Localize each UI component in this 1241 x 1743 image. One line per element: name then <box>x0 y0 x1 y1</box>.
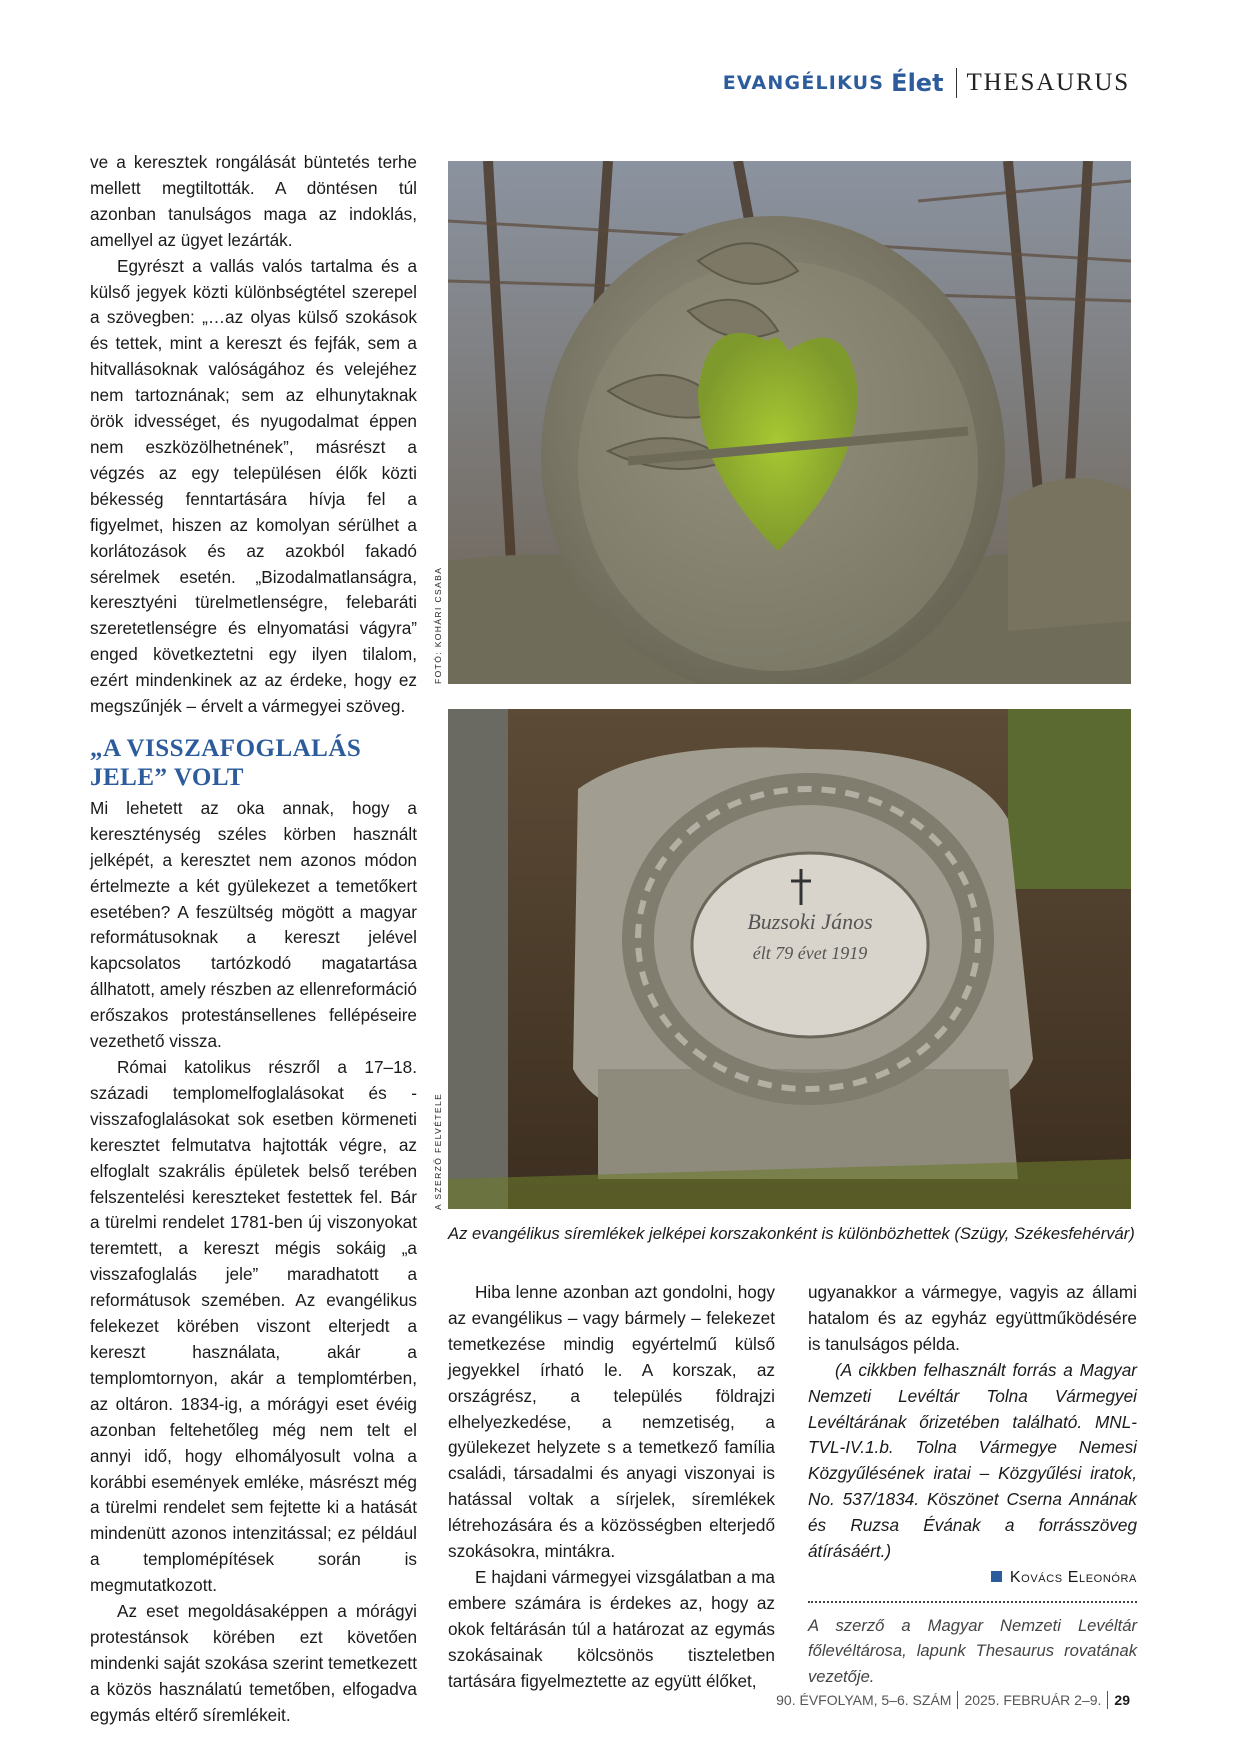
photo-heart-gravestone <box>448 161 1131 684</box>
volume-info: 90. ÉVFOLYAM, 5–6. SZÁM <box>776 1692 952 1708</box>
right-text-column <box>808 1280 1137 1689</box>
paragraph: Mi lehetett az oka annak, hogy a kereszténység széles körben használt jelképét, a keresztet nem azonos módon értelmezte a két gyülekezet a temetőkert esetében? A feszültség mögött a magyar reformátusoknak a kereszt jelével kapcsolatos tartózkodó magatartása állhatott, amely részben az ellenreformáció erőszakos protestánsellenes fellépéseire vezethető vissza. <box>90 797 417 1052</box>
page-header <box>723 66 1130 100</box>
photo-wreath-gravestone <box>448 709 1131 1209</box>
footer-divider <box>957 1691 958 1709</box>
section-name: THESAURUS <box>966 69 1130 96</box>
dotted-divider <box>808 1601 1137 1603</box>
author-name: Kovács Eleonóra <box>1009 1568 1137 1586</box>
heart-gravestone-image <box>448 161 1131 684</box>
photo-credit: FOTÓ: KOHÁRI CSABA <box>433 566 443 684</box>
left-text-column <box>90 150 417 1729</box>
photo-caption: Az evangélikus síremlékek jelképei korszakonként is különbözhettek (Szügy, Székesfehérvár) <box>448 1224 1135 1243</box>
inscription-name: Buzsoki János <box>747 909 873 934</box>
footer-divider <box>1107 1691 1108 1709</box>
paragraph: Az eset megoldásaképpen a mórágyi protestánsok körében ezt követően mindenki saját szokása szerint temetkezett a közös használatú temetőben, elfogadva egymás eltérő síremlékeit. <box>90 1601 417 1725</box>
middle-text-column <box>448 1280 775 1695</box>
author-signature <box>808 1565 1137 1591</box>
section-heading: „A VISSZAFOGLALÁS JELE” VOLT <box>90 734 362 791</box>
photo-credit: A SZERZŐ FELVÉTELE <box>433 1092 443 1210</box>
magazine-name: EVANGÉLIKUS <box>722 72 885 94</box>
paragraph: Hiba lenne azonban azt gondolni, hogy az evangélikus – vagy bármely – felekezet temetkezése mindig egyértelmű külső jegyekkel írható le. A korszak, az országrész, a település földrajzi elhelyezkedése, a nemzetiség, a gyülekezet helyzete s a temetkező família családi, társadalmi és anyagi viszonyai is hatással voltak a sírjelek, síremlékek létrehozására és a közösségben elterjedő szokásokra, mintákra. <box>448 1282 775 1562</box>
signature-square-icon <box>991 1571 1002 1582</box>
paragraph: Római katolikus részről a 17–18. századi templomelfoglalásokat és -visszafoglalásokat sok esetben körmeneti keresztet felmutatva hajtották végre, az elfoglalt szakrális épületek belső terében felszentelési kereszteket festettek fel. Bár a türelmi rendelet 1781-ben új viszonyokat teremtett, a kereszt mégis sokáig „a visszafoglalás jele” maradhatott a reformátusok szemében. Az evangélikus felekezet körében viszont elterjedt a kereszt használata, akár a templomtornyon, akár a templomtérben, az oltáron. 1834-ig, a mórágyi eset évéig azonban feltehetőleg még nem telt el annyi idő, hogy elhomályosult volna a korábbi események emléke, másrészt még a türelmi rendelet sem fejtette ki a hatását mindenütt azonos intenzitással; ez például a templomépítések során is megmutatkozott. <box>90 1057 417 1596</box>
inscription-date: élt 79 évet 1919 <box>752 943 868 963</box>
author-bio: A szerző a Magyar Nemzeti Levéltár főlevéltárosa, lapunk Thesaurus rovatának vezetője. <box>808 1615 1137 1686</box>
page-footer <box>776 1690 1130 1710</box>
wreath-gravestone-image <box>448 709 1131 1209</box>
source-note: (A cikkben felhasznált forrás a Magyar Nemzeti Levéltár Tolna Vármegyei Levéltárának őrizetében található. MNL-TVL-IV.1.b. Tolna Vármegye Nemesi Közgyűlésének iratai – Közgyűlési iratok, No. 537/1834. Köszönet Cserna Annának és Ruzsa Évának a forrásszöveg átírásáért.) <box>808 1359 1137 1562</box>
issue-date: 2025. FEBRUÁR 2–9. <box>964 1692 1102 1708</box>
paragraph: ve a keresztek rongálását büntetés terhe mellett megtiltották. A döntésen túl azonban tanulságos maga az indoklás, amellyel az ügyet lezárták. <box>90 152 417 250</box>
paragraph: E hajdani vármegyei vizsgálatban a ma embere számára is érdekes az, hogy az okok feltárásán túl a határozat az egymás szokásainak kölcsönös tiszteletben tartására figyelmeztette az együtt élőket, <box>448 1566 775 1691</box>
paragraph: ugyanakkor a vármegye, vagyis az állami hatalom és az egyház együttműködésére is tanulságos példa. <box>808 1282 1137 1354</box>
page-number: 29 <box>1114 1692 1130 1708</box>
magazine-name-elet: Élet <box>891 69 944 97</box>
paragraph: Egyrészt a vallás valós tartalma és a külső jegyek közti különbségtétel szerepel a szövegben: „…az olyas külső szokások és tettek, mint a kereszt és fejfák, sem a hitvallásoknak valóságához és velejéhez nem tartoznának; sem az elhunytaknak örök idvességet, és nyugodalmat éppen nem eszközölhetnének”, másrészt a végzés az egy településen élők közti békesség fenntartására hívja fel a figyelmet, hiszen az komolyan sérülhet a korlátozások és az azokból fakadó sérelmek esetén. „Bizodalmatlanságra, keresztyéni türelmetlenségre, felebaráti szeretetlenségre és elnyomatási vágyra” enged következtetni egy ilyen tilalom, ezért mindenkinek az az érdeke, hogy ez megszűnjék – érvelt a vármegyei szöveg. <box>90 255 417 717</box>
header-divider <box>956 68 957 98</box>
